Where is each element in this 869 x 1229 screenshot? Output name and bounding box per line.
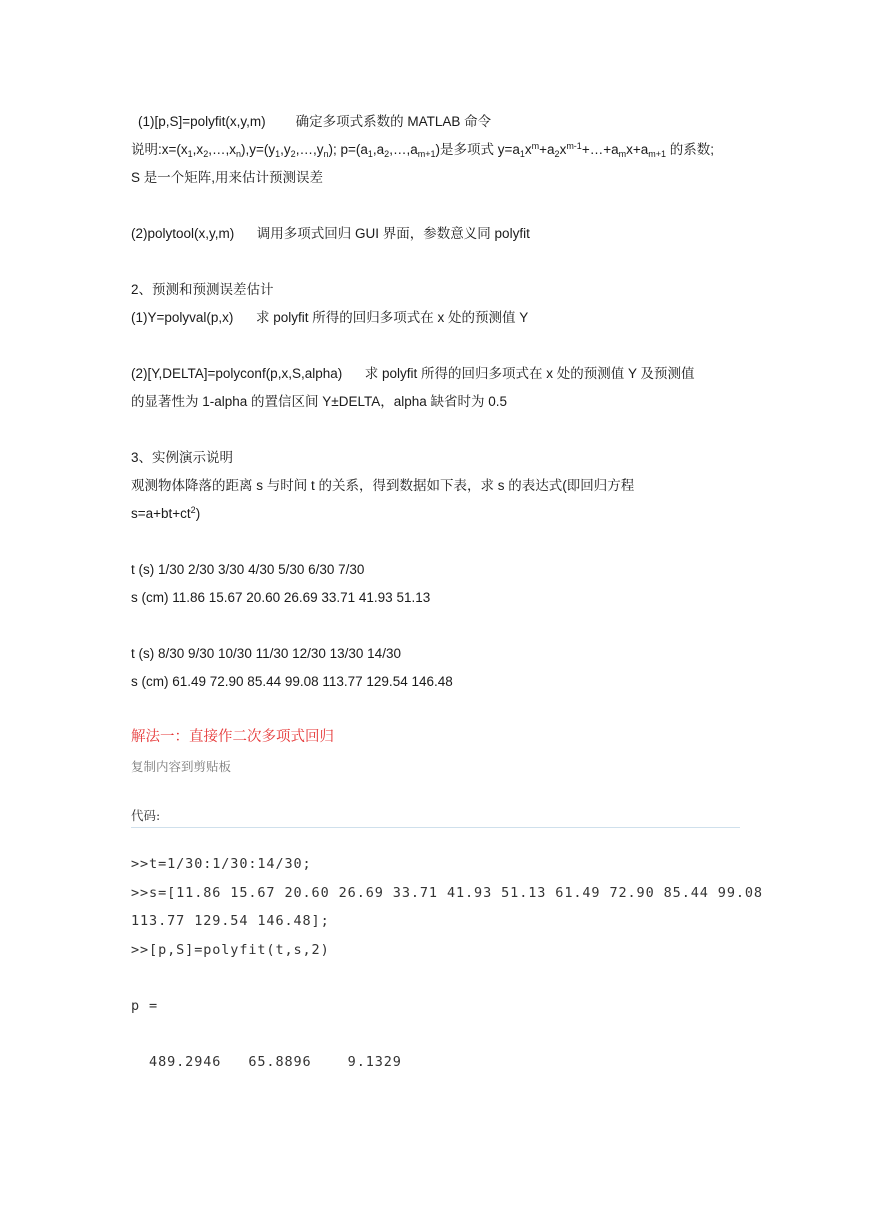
explanation-S: S 是一个矩阵,用来估计预测误差 [131,170,324,185]
explanation-x: $x=(x_1,x_2,\dots,x_n)$ [161,142,246,159]
polyconf-line [131,365,695,383]
explanation-p: $p=(a_1,a_2,\dots,a_{m+1})$ [340,142,440,159]
polytool-command: (2)polytool(x,y,m) [131,226,235,241]
section3-intro: 观测物体降落的距离 s 与时间 t 的关系，得到数据如下表，求 s 的表达式(即回归方程 [131,478,635,493]
data-row-t1: t (s) 1/30 2/30 3/30 4/30 5/30 6/30 7/30 [131,562,365,577]
polyval-description: 求 polyfit 所得的回归多项式在 x 处的预测值 Y [255,310,529,325]
data-row-t2: t (s) 8/30 9/30 10/30 11/30 12/30 13/30 14/30 [131,646,401,661]
polyval-command: (1)Y=polyval(p,x) [131,310,234,325]
polyconf-command: (2)[Y,DELTA]=polyconf(p,x,S,alpha) [131,366,343,381]
data-row-s2: s (cm) 61.49 72.90 85.44 99.08 113.77 129.54 146.48 [131,674,453,689]
section3-heading: 3、实例演示说明 [131,450,234,465]
code-label: 代码: [131,808,161,823]
polytool-description: 调用多项式回归 GUI 界面，参数意义同 polyfit [256,226,530,241]
code-line-2: >>s=[11.86 15.67 20.60 26.69 33.71 41.93 51.13 61.49 72.90 85.44 99.08 [131,885,763,901]
explanation-poly: 是多项式 $y=a_1x^m+a_2x^{m-1}+\dots+a_mx+a_{m+1}$ 的系数; [439,141,715,159]
regression-equation: $s=a+bt+ct^2$) [131,505,201,521]
polyconf-description: 求 polyfit 所得的回归多项式在 x 处的预测值 Y 及预测值 [364,366,695,381]
polytool-line [131,225,530,243]
polyfit-description: 确定多项式系数的 MATLAB 命令 [295,114,492,129]
data-row-s1: s (cm) 11.86 15.67 20.60 26.69 33.71 41.93 51.13 [131,590,431,605]
code-line-1: >>t=1/30:1/30:14/30; [131,856,312,872]
polyconf-description-cont: 的显著性为 1-alpha 的置信区间 Y±DELTA，alpha 缺省时为 0.5 [131,394,508,409]
explanation-label: 说明: [131,142,162,157]
polyval-line [131,309,528,327]
section2-heading: 2、预测和预测误差估计 [131,282,274,297]
solution-title: 解法一：直接作二次多项式回归 [131,729,334,745]
code-output-label: p = [131,998,159,1014]
code-divider [131,827,740,828]
explanation-y: $y=(y_1,y_2,\dots,y_n)$ [249,142,333,159]
polyfit-line [138,113,491,131]
code-output-values: 489.2946 65.8896 9.1329 [131,1054,402,1070]
code-line-4: >>[p,S]=polyfit(t,s,2) [131,942,330,958]
code-line-3: 113.77 129.54 146.48]; [131,913,330,929]
copy-to-clipboard-link[interactable]: 复制内容到剪贴板 [131,759,232,774]
explanation-line: 说明$:x=(x_1,x_2,\dots,x_n),y=(y_1,y_2,\dots,y_n)$; $p=(a_1,a_2,\dots,a_{m+1})$是多项式 $y=a_1x^m+a_2x^{m-1}+\dots+a_mx+a_{m+1}$ 的系数; [131,141,715,159]
polyfit-command: (1)[p,S]=polyfit(x,y,m) [138,114,266,129]
